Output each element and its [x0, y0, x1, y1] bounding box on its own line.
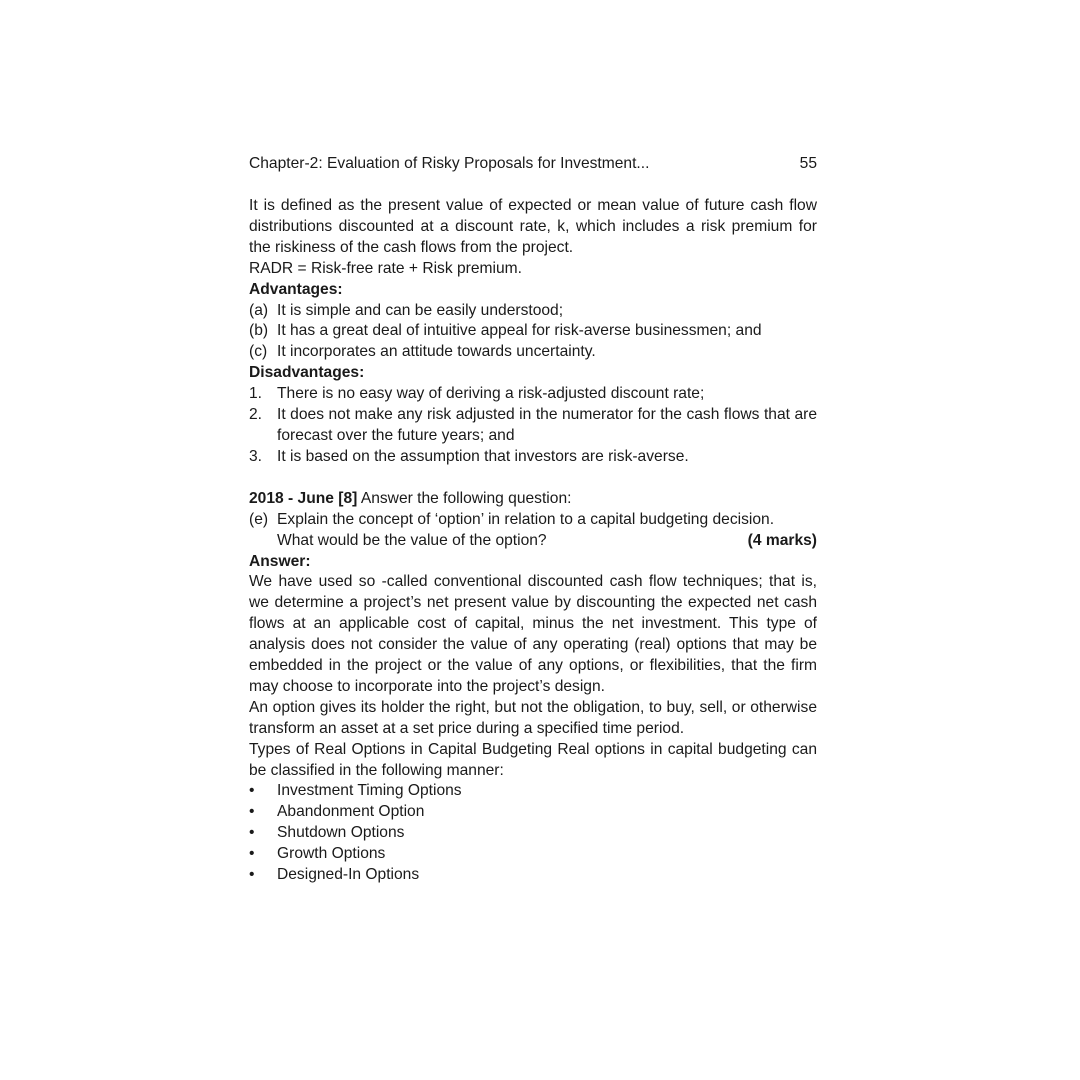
answer-heading: Answer:: [249, 552, 311, 570]
list-item: [249, 447, 817, 468]
question-row: [277, 531, 817, 552]
question-prompt: Answer the following question:: [357, 489, 572, 507]
question-text: Explain the concept of ‘option’ in relation to a capital budgeting decision.: [277, 510, 775, 528]
advantages-heading: Advantages:: [249, 280, 343, 298]
list-item: [249, 844, 817, 865]
bullet-icon: •: [249, 866, 255, 884]
chapter-title: Chapter-2: Evaluation of Risky Proposals for Investment...: [249, 155, 650, 172]
list-text: It has a great deal of intuitive appeal for risk-averse businessmen; and: [277, 322, 762, 340]
list-item: [249, 802, 817, 823]
list-item: [249, 405, 817, 447]
question-label: 2018 - June [8]: [249, 489, 358, 507]
page-number: 55: [799, 155, 817, 172]
list-item: [249, 865, 817, 886]
question-item: [249, 510, 817, 552]
answer-paragraph-1: We have used so -called conventional discounted cash flow techniques; that is, we determine a project’s net present value by discounting the expected net cash flows at an applicable cost of capital, minus the net investment. This type of analysis does not consider the value of any operating (real) options that may be embedded in the project or the value of any options, or flexibilities, that the firm may choose to incorporate into the project’s design.: [249, 573, 817, 695]
book-page: [249, 154, 817, 886]
list-text: Abandonment Option: [277, 803, 425, 821]
list-marker: 2.: [249, 406, 263, 424]
list-marker: (c): [249, 343, 268, 361]
answer-paragraph-2: An option gives its holder the right, but not the obligation, to buy, sell, or otherwise transform an asset at a set price during a specified time period.: [249, 698, 817, 737]
list-marker: (a): [249, 301, 269, 319]
list-marker: (b): [249, 322, 269, 340]
list-text: It does not make any risk adjusted in the numerator for the cash flows that are forecast over the future years; and: [277, 406, 817, 444]
running-header: [249, 154, 817, 175]
bullet-icon: •: [249, 845, 255, 863]
list-text: Shutdown Options: [277, 824, 405, 842]
disadvantages-list: [249, 384, 817, 468]
list-item: [249, 823, 817, 844]
question-text-2: What would be the value of the option?: [277, 531, 547, 549]
question-line: [249, 489, 817, 510]
list-text: It is simple and can be easily understood;: [277, 301, 564, 319]
bullet-icon: •: [249, 824, 255, 842]
list-text: It incorporates an attitude towards uncertainty.: [277, 343, 596, 361]
list-text: Growth Options: [277, 845, 386, 863]
list-item: [249, 384, 817, 405]
list-text: Designed-In Options: [277, 866, 420, 884]
list-marker: 1.: [249, 385, 263, 403]
list-item: [249, 342, 817, 363]
question-marks: (4 marks): [747, 531, 817, 549]
radr-formula: RADR = Risk-free rate + Risk premium.: [249, 259, 522, 277]
section-spacer: [249, 468, 817, 489]
disadvantages-heading: Disadvantages:: [249, 364, 365, 382]
list-text: It is based on the assumption that investors are risk-averse.: [277, 447, 689, 465]
list-item: [249, 781, 817, 802]
bullet-icon: •: [249, 782, 255, 800]
list-marker: 3.: [249, 447, 263, 465]
bullet-icon: •: [249, 803, 255, 821]
advantages-list: [249, 301, 817, 364]
list-item: [249, 301, 817, 322]
question-marker: (e): [249, 510, 269, 528]
question-body: [277, 510, 817, 552]
list-item: [249, 321, 817, 342]
list-text: There is no easy way of deriving a risk-adjusted discount rate;: [277, 385, 705, 403]
real-options-list: [249, 781, 817, 886]
radr-definition: It is defined as the present value of expected or mean value of future cash flow distributions discounted at a discount rate, k, which includes a risk premium for the riskiness of the cash flows from the project.: [249, 197, 817, 256]
list-text: Investment Timing Options: [277, 782, 462, 800]
answer-paragraph-3: Types of Real Options in Capital Budgeting Real options in capital budgeting can be classified in the following manner:: [249, 740, 817, 779]
